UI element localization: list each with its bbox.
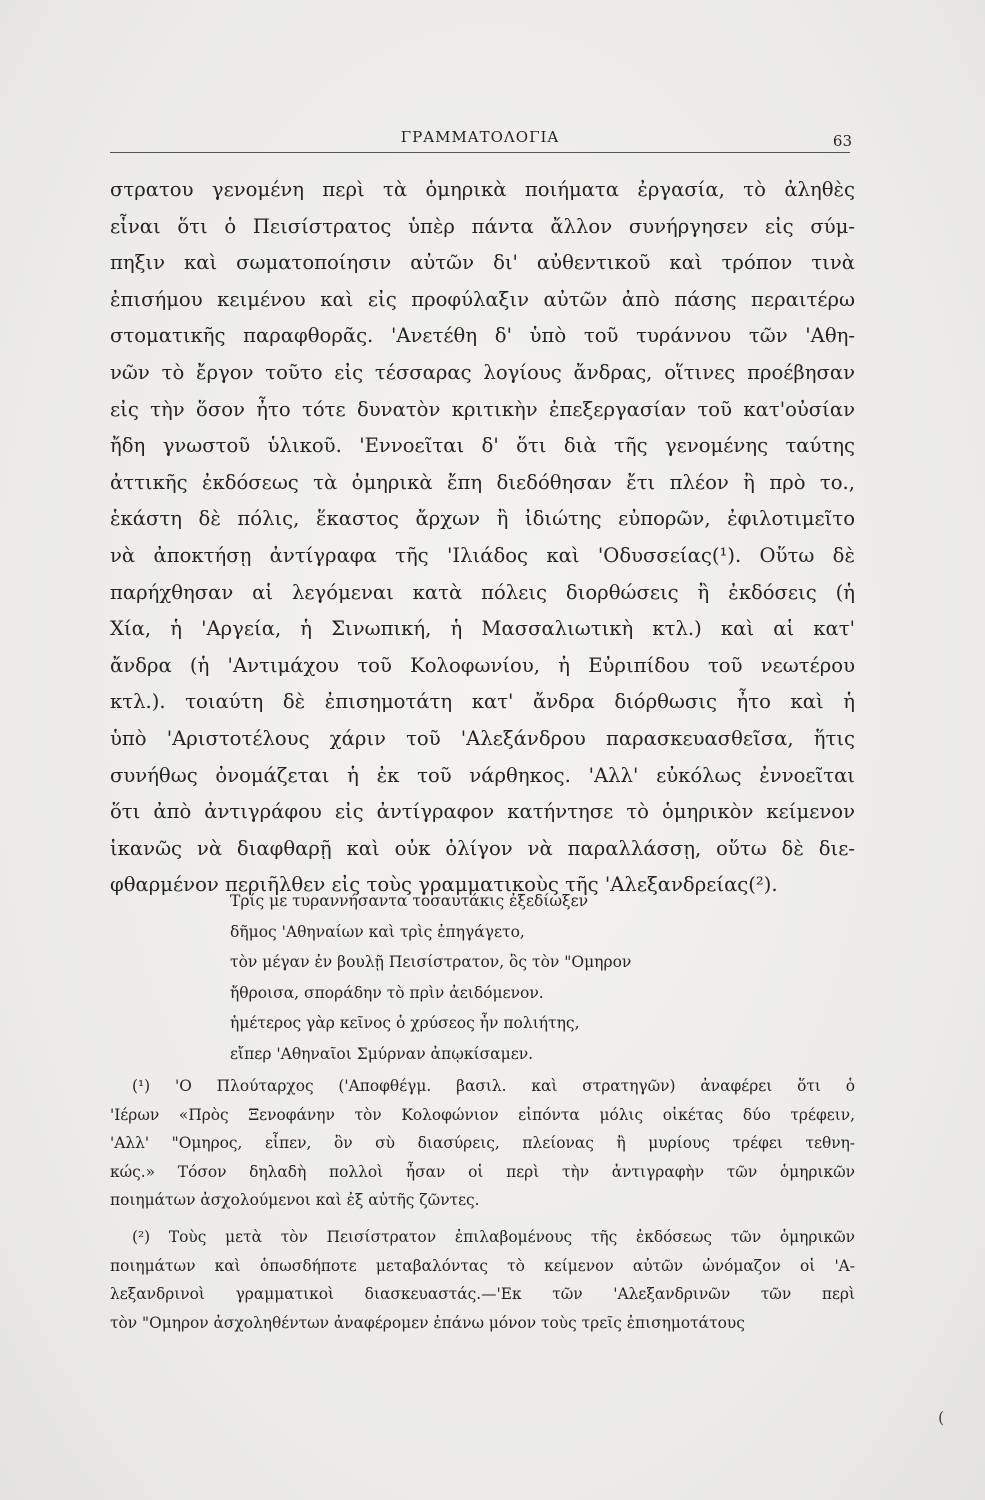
text-line: κτλ.). τοιαύτη δὲ ἐπισημοτάτη κατ' ἄνδρα διόρθωσις ἦτο καὶ ἡ <box>110 690 855 714</box>
footnote-line: λεξανδρινοὶ γραμματικοὶ διασκευαστάς.—'Εκ τῶν 'Αλεξανδρινῶν τῶν περὶ <box>110 1285 855 1304</box>
footnote-line: τὸν "Ομηρον ἀσχοληθέντων ἀναφέρομεν ἐπάνω μόνον τοὺς τρεῖς ἐπισημοτάτους <box>110 1313 745 1332</box>
footnote-line: (¹) 'Ο Πλούταρχος ('Αποφθέγμ. βασιλ. καὶ στρατηγῶν) ἀναφέρει ὅτι ὁ <box>132 1077 855 1095</box>
footnote-line: κώς.» Τόσον δηλαδὴ πολλοὶ ἦσαν οἱ περὶ τὴν ἀντιγραφὴν τῶν ὁμηρικῶν <box>110 1162 855 1181</box>
header-title: ΓΡΑΜΜΑΤΟΛΟΓΙΑ <box>400 128 560 146</box>
text-line: στοματικῆς παραφθορᾶς. 'Ανετέθη δ' ὑπὸ τοῦ τυράννου τῶν 'Αθη- <box>110 324 855 348</box>
running-header <box>110 128 850 154</box>
verse-line: ἡμέτερος γὰρ κεῖνος ὁ χρύσεος ἦν πολιήτης, <box>230 1014 580 1032</box>
footnote-line: ποιημάτων ἀσχολούμενοι καὶ ἐξ αὐτῆς ζῶντες. <box>110 1191 480 1210</box>
verse-line: Τρίς με τυραννήσαντα τοσαυτάκις ἐξεδίωξεν <box>230 892 589 910</box>
footnote-line: (²) Τοὺς μετὰ τὸν Πεισίστρατον ἐπιλαβομένους τῆς ἐκδόσεως τῶν ὁμηρικῶν <box>132 1227 855 1246</box>
text-line: πηξιν καὶ σωματοποίησιν αὐτῶν δι' αὐθεντικοῦ καὶ τρόπον τινὰ <box>110 251 855 275</box>
text-line: παρήχθησαν αἱ λεγόμεναι κατὰ πόλεις διορθώσεις ἢ ἐκδόσεις (ἡ <box>110 580 855 604</box>
text-line: ἑκάστη δὲ πόλις, ἕκαστος ἄρχων ἢ ἰδιώτης εὐπορῶν, ἐφιλοτιμεῖτο <box>110 507 855 531</box>
text-line: ὑπὸ 'Αριστοτέλους χάριν τοῦ 'Αλεξάνδρου παρασκευασθεῖσα, ἥτις <box>110 726 855 750</box>
text-line: νὰ ἀποκτήσῃ ἀντίγραφα τῆς 'Ιλιάδος καὶ 'Οδυσσείας(¹). Οὕτω δὲ <box>110 543 855 567</box>
text-line: νῶν τὸ ἔργον τοῦτο εἰς τέσσαρας λογίους ἄνδρας, οἵτινες προέβησαν <box>110 360 855 384</box>
text-line: ἄνδρα (ἡ 'Αντιμάχου τοῦ Κολοφωνίου, ἡ Εὐριπίδου τοῦ νεωτέρου <box>110 653 855 677</box>
verse-line: ἤθροισα, σποράδην τὸ πρὶν ἀειδόμενον. <box>230 983 544 1002</box>
footnotes <box>110 1072 855 1337</box>
verse-line: εἴπερ 'Αθηναῖοι Σμύρναν ἀπῳκίσαμεν. <box>230 1044 534 1063</box>
text-line: φθαρμένον περιῆλθεν εἰς τοὺς γραμματικοὺς τῆς 'Αλεξανδρείας(²). <box>110 873 778 897</box>
text-line: ἐπισήμου κειμένου καὶ εἰς προφύλαξιν αὐτῶν ἀπὸ πάσης περαιτέρω <box>110 287 855 311</box>
verse-quotation <box>230 886 790 1069</box>
text-line: ὅτι ἀπὸ ἀντιγράφου εἰς ἀντίγραφον κατήντησε τὸ ὁμηρικὸν κείμενον <box>110 800 855 824</box>
footnote-1 <box>110 1072 855 1215</box>
footnote-line: 'Ιέρων «Πρὸς Ξενοφάνην τὸν Κολοφώνιον εἰπόντα μόλις οἰκέτας δύο τρέφειν, <box>110 1105 855 1124</box>
text-line: Χία, ἡ 'Αργεία, ἡ Σινωπική, ἡ Μασσαλιωτικὴ κτλ.) καὶ αἱ κατ' <box>110 617 855 641</box>
text-line: εἶναι ὅτι ὁ Πεισίστρατος ὑπὲρ πάντα ἄλλον συνήργησεν εἰς σύμ- <box>110 214 855 238</box>
text-line: ἤδη γνωστοῦ ὑλικοῦ. 'Εννοεῖται δ' ὅτι διὰ τῆς γενομένης ταύτης <box>110 434 855 458</box>
footnote-2 <box>110 1223 855 1337</box>
text-line: εἰς τὴν ὅσον ἦτο τότε δυνατὸν κριτικὴν ἐπεξεργασίαν τοῦ κατ'οὐσίαν <box>110 397 855 421</box>
text-line: στρατου γενομένη περὶ τὰ ὁμηρικὰ ποιήματα ἐργασία, τὸ ἀληθὲς <box>110 178 855 201</box>
header-rule <box>110 152 850 153</box>
main-text <box>110 172 855 904</box>
footnote-line: ποιημάτων καὶ ὁπωσδήποτε μεταβαλόντας τὸ κείμενον αὐτῶν ὠνόμαζον οἱ 'Α- <box>110 1256 855 1275</box>
verse-line: τὸν μέγαν ἐν βουλῇ Πεισίστρατον, ὃς τὸν "Ομηρον <box>230 953 632 971</box>
page-number: 63 <box>832 132 852 150</box>
text-line: συνήθως ὀνομάζεται ἡ ἐκ τοῦ νάρθηκος. 'Αλλ' εὐκόλως ἐννοεῖται <box>110 763 855 787</box>
margin-mark: ( <box>938 1408 945 1427</box>
footnote-line: 'Αλλ' "Ομηρος, εἶπεν, ὃν σὺ διασύρεις, πλείονας ἢ μυρίους τρέφει τεθνη- <box>110 1134 855 1153</box>
verse-line: δῆμος 'Αθηναίων καὶ τρὶς ἐπηγάγετο, <box>230 922 525 941</box>
text-line: ἱκανῶς νὰ διαφθαρῇ καὶ οὐκ ὀλίγον νὰ παραλλάσσῃ, οὕτω δὲ διε- <box>110 836 855 860</box>
footnote-gap <box>110 1215 855 1223</box>
text-line: ἀττικῆς ἐκδόσεως τὰ ὁμηρικὰ ἔπη διεδόθησαν ἔτι πλέον ἢ πρὸ το., <box>110 470 855 494</box>
